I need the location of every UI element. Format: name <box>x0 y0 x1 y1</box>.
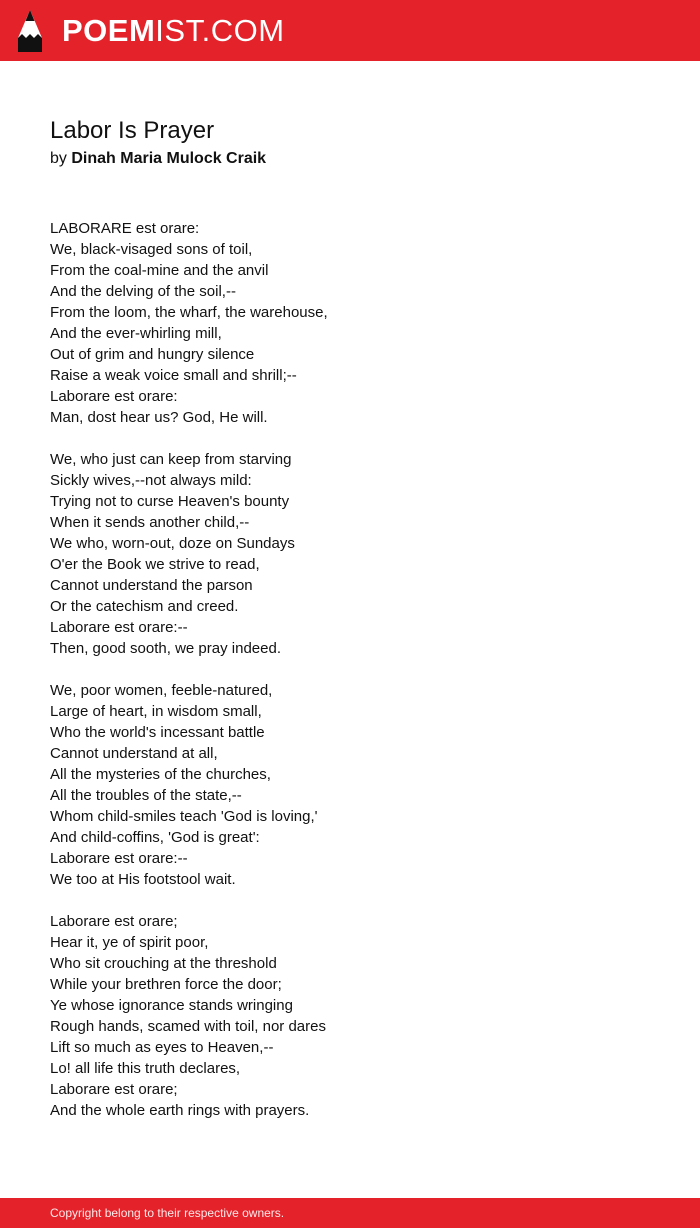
poem-line: Trying not to curse Heaven's bounty <box>50 493 290 510</box>
poem-line: Whom child-smiles teach 'God is loving,' <box>50 808 318 825</box>
poem-line: LABORARE est orare: <box>50 220 200 237</box>
poem-line: O'er the Book we strive to read, <box>50 556 260 573</box>
site-logo-link[interactable] <box>62 13 285 49</box>
poem-line: Out of grim and hungry silence <box>50 346 255 363</box>
poem-line: Cannot understand at all, <box>50 745 218 762</box>
poem-line: And the delving of the soil,-- <box>50 283 236 300</box>
site-footer <box>0 1198 700 1228</box>
poem-line: And child-coffins, 'God is great': <box>50 829 260 846</box>
poem-line: From the loom, the wharf, the warehouse, <box>50 304 328 321</box>
poem-stanza <box>50 680 650 890</box>
poem-line: Ye whose ignorance stands wringing <box>50 997 293 1014</box>
poem-line: Rough hands, scamed with toil, nor dares <box>50 1018 326 1035</box>
poem-stanza <box>50 218 650 428</box>
poem-line: Laborare est orare; <box>50 1081 178 1098</box>
poem-line: When it sends another child,-- <box>50 514 250 531</box>
poem-line: Lo! all life this truth declares, <box>50 1060 241 1077</box>
poem-line: We who, worn-out, doze on Sundays <box>50 535 295 552</box>
poem-line: All the mysteries of the churches, <box>50 766 271 783</box>
poem-line: All the troubles of the state,-- <box>50 787 242 804</box>
poem-body <box>50 218 650 1142</box>
poem-line: Who sit crouching at the threshold <box>50 955 277 972</box>
poem-line: And the whole earth rings with prayers. <box>50 1102 310 1119</box>
poem-line: We, who just can keep from starving <box>50 451 292 468</box>
poem-line: Sickly wives,--not always mild: <box>50 472 252 489</box>
poem-line: While your brethren force the door; <box>50 976 282 993</box>
poem-line: We, poor women, feeble-natured, <box>50 682 273 699</box>
copyright-text: Copyright belong to their respective owners. <box>50 1206 285 1220</box>
by-label: by <box>50 150 67 167</box>
poem-line: Cannot understand the parson <box>50 577 253 594</box>
site-header <box>0 0 700 61</box>
poem-line: Man, dost hear us? God, He will. <box>50 409 268 426</box>
pencil-tip-icon[interactable] <box>18 10 42 52</box>
author-name: Dinah Maria Mulock Craik <box>71 150 267 167</box>
poem-stanza <box>50 449 650 659</box>
poem-line: We too at His footstool wait. <box>50 871 236 888</box>
brand-bold-text: POEM <box>62 13 156 48</box>
poem-line: Who the world's incessant battle <box>50 724 265 741</box>
poem-line: From the coal-mine and the anvil <box>50 262 269 279</box>
poem-heading <box>50 114 650 170</box>
poem-line: We, black-visaged sons of toil, <box>50 241 253 258</box>
poem-title: Labor Is Prayer <box>50 117 215 144</box>
poem-line: Laborare est orare: <box>50 388 178 405</box>
poem-line: Hear it, ye of spirit poor, <box>50 934 209 951</box>
poem-line: Laborare est orare:-- <box>50 850 188 867</box>
brand-light-text: IST.COM <box>155 13 285 48</box>
poem-line: And the ever-whirling mill, <box>50 325 222 342</box>
poem-byline <box>50 148 650 170</box>
poem-line: Then, good sooth, we pray indeed. <box>50 640 281 657</box>
poem-stanza <box>50 911 650 1121</box>
poem-line: Lift so much as eyes to Heaven,-- <box>50 1039 274 1056</box>
poem-line: Laborare est orare; <box>50 913 178 930</box>
poem-line: Or the catechism and creed. <box>50 598 239 615</box>
poem-line: Raise a weak voice small and shrill;-- <box>50 367 297 384</box>
poem-line: Laborare est orare:-- <box>50 619 188 636</box>
poem-line: Large of heart, in wisdom small, <box>50 703 262 720</box>
